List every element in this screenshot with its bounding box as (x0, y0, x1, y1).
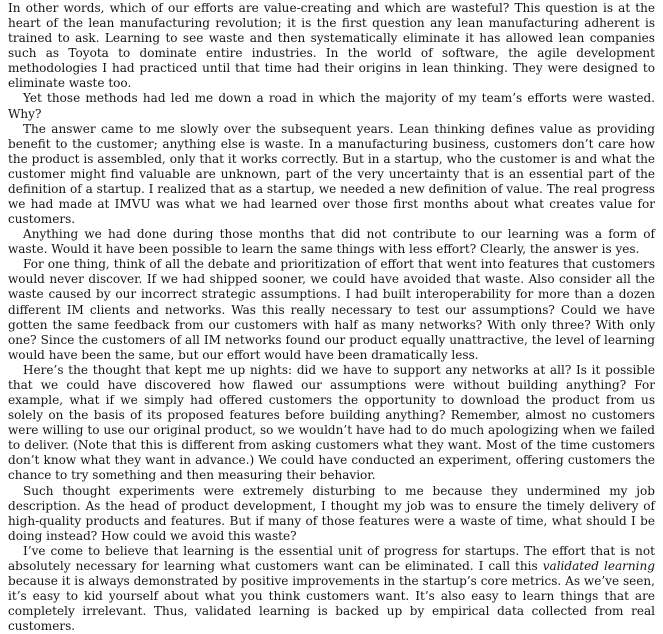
paragraph-text-after-emphasis: because it is always demonstrated by positive improvements in the startup’s core metrics. As we’ve seen, it’s easy to kid yourself about what you think customers want. It’s also easy to learn things that are completely irrelevant. Thus, validated learning is backed up by empirical data collected from real customers. (8, 573, 655, 634)
paragraph-thought-experiment: Here’s the thought that kept me up nights: did we have to support any networks at all? Is it possible that we could have discovered how flawed our assumptions were without building anything? For example, what if we simply had offered customers the opportunity to download the product from us solely on the basis of its proposed features before building anything? Remember, almost no customers were willing to use our original product, so we wouldn’t have had to do much apologizing when we failed to deliver. (Note that this is different from asking customers what they want. Most of the time customers don’t know what they want in advance.) We could have conducted an experiment, offering customers the chance to try something and then measuring their behavior. (8, 362, 655, 483)
validated-learning-term: validated learning (542, 558, 655, 573)
paragraph-text-before-emphasis: I’ve come to believe that learning is the essential unit of progress for startups. The effort that is not absolutely necessary for learning what customers want can be eliminated. I call this (8, 543, 655, 573)
paragraph-wasted-efforts: Yet those methods had led me down a road in which the majority of my team’s efforts were wasted. Why? (8, 91, 655, 121)
paragraph-definition-of-value: The answer came to me slowly over the subsequent years. Lean thinking defines value as providing benefit to the customer; anything else is waste. In a manufacturing business, customers don’t care how the product is assembled, only that it works correctly. But in a startup, who the customer is and what the customer might find valuable are unknown, part of the very uncertainty that is an essential part of the definition of a startup. I realized that as a startup, we needed a new definition of value. The real progress we had made at IMVU was what we had learned over those first months about what creates value for customers. (8, 121, 655, 227)
paragraph-im-networks: For one thing, think of all the debate and prioritization of effort that went into features that customers would never discover. If we had shipped sooner, we could have avoided that waste. Also consider all the waste caused by our incorrect strategic assumptions. I had built interoperability for more than a dozen different IM clients and networks. Was this really necessary to test our assumptions? Could we have gotten the same feedback from our customers with half as many networks? With only three? With only one? Since the customers of all IM networks found our product equally unattractive, the level of learning would have been the same, but our effort would have been dramatically less. (8, 257, 655, 362)
paragraph-job-description: Such thought experiments were extremely disturbing to me because they undermined my job description. As the head of product development, I thought my job was to ensure the timely delivery of high-quality products and features. But if many of those features were a waste of time, what should I be doing instead? How could we avoid this waste? (8, 483, 655, 543)
paragraph-validated-learning (8, 544, 655, 634)
paragraph-learning-waste: Anything we had done during those months that did not contribute to our learning was a form of waste. Would it have been possible to learn the same things with less effort? Clearly, the answer is yes. (8, 227, 655, 257)
paragraph-lean-question: In other words, which of our efforts are value-creating and which are wasteful? This question is at the heart of the lean manufacturing revolution; it is the first question any lean manufacturing adherent is trained to ask. Learning to see waste and then systematically eliminate it has allowed lean companies such as Toyota to dominate entire industries. In the world of software, the agile development methodologies I had practiced until that time had their origins in lean thinking. They were designed to eliminate waste too. (8, 1, 655, 91)
